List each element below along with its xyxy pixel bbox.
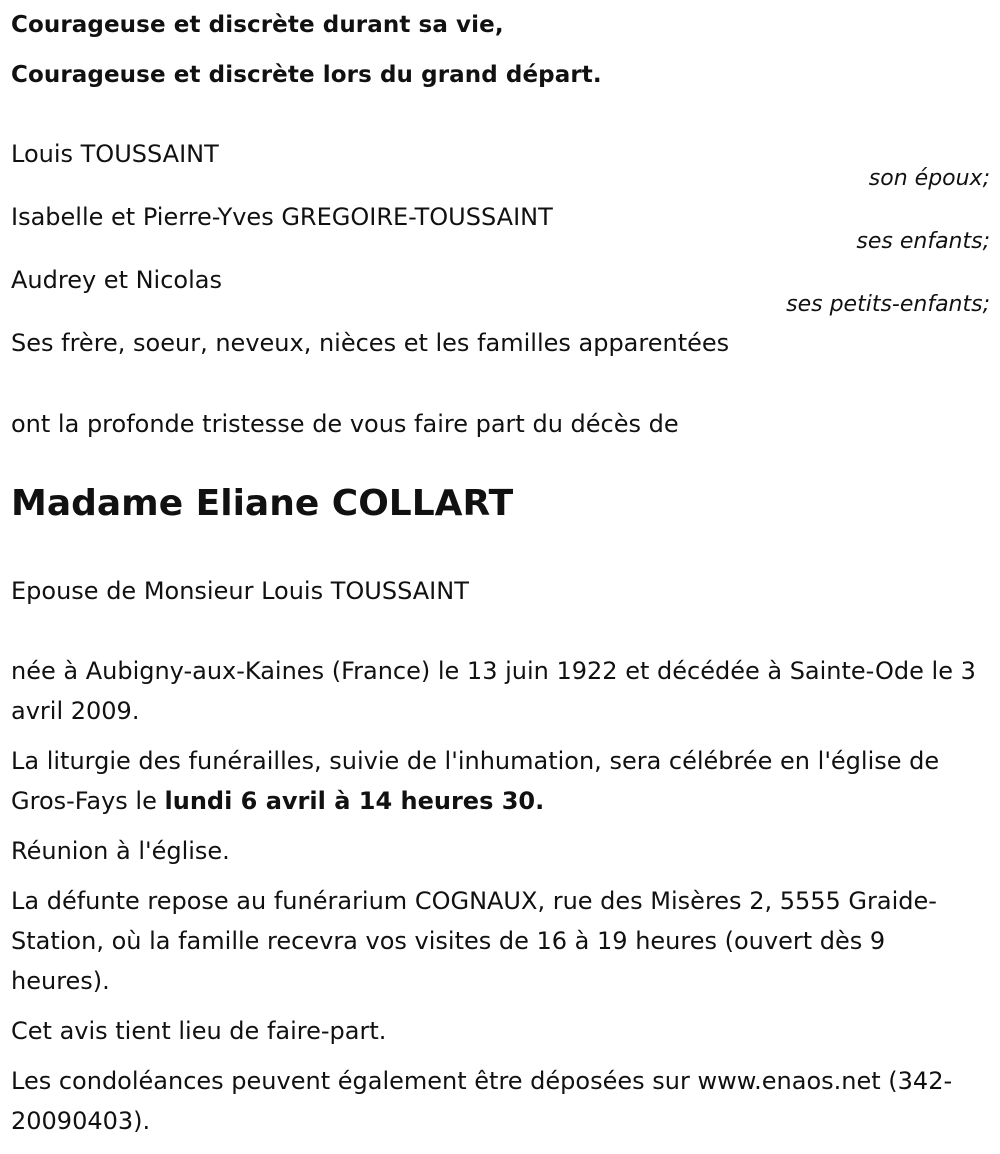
family-member-relation: son époux;: [868, 166, 990, 191]
family-member-relation: ses enfants;: [856, 229, 990, 254]
meeting-paragraph: Réunion à l'église.: [11, 837, 230, 865]
family-member-name: Isabelle et Pierre-Yves GREGOIRE-TOUSSAINT: [11, 203, 553, 231]
epigraph-line-2: Courageuse et discrète lors du grand départ.: [11, 62, 602, 88]
family-member-relation: ses petits-enfants;: [786, 292, 990, 317]
family-member-name: Louis TOUSSAINT: [11, 140, 219, 168]
liturgy-date-time: lundi 6 avril à 14 heures 30.: [164, 787, 545, 815]
liturgy-paragraph: [11, 741, 991, 821]
family-member-name: Audrey et Nicolas: [11, 266, 222, 294]
epigraph-line-1: Courageuse et discrète durant sa vie,: [11, 12, 504, 38]
family-member-name: Ses frère, soeur, neveux, nièces et les familles apparentées: [11, 329, 730, 357]
birth-death-paragraph: née à Aubigny-aux-Kaines (France) le 13 juin 1922 et décédée à Sainte-Ode le 3 avril 2009.: [11, 657, 976, 725]
funeral-home-paragraph: La défunte repose au funérarium COGNAUX, rue des Misères 2, 5555 Graide-Station, où la famille recevra vos visites de 16 à 19 heures (ouvert dès 9 heures).: [11, 887, 937, 995]
spouse-line: Epouse de Monsieur Louis TOUSSAINT: [11, 577, 469, 605]
notice-paragraph: Cet avis tient lieu de faire-part.: [11, 1017, 387, 1045]
condolences-paragraph: Les condoléances peuvent également être déposées sur www.enaos.net (342-20090403).: [11, 1067, 953, 1135]
liturgy-text: La liturgie des funérailles, suivie de l'inhumation, sera célébrée en l'église de Gros-Fays le: [11, 747, 940, 815]
deceased-name: Madame Eliane COLLART: [11, 483, 514, 524]
announcement-text: ont la profonde tristesse de vous faire part du décès de: [11, 410, 679, 438]
